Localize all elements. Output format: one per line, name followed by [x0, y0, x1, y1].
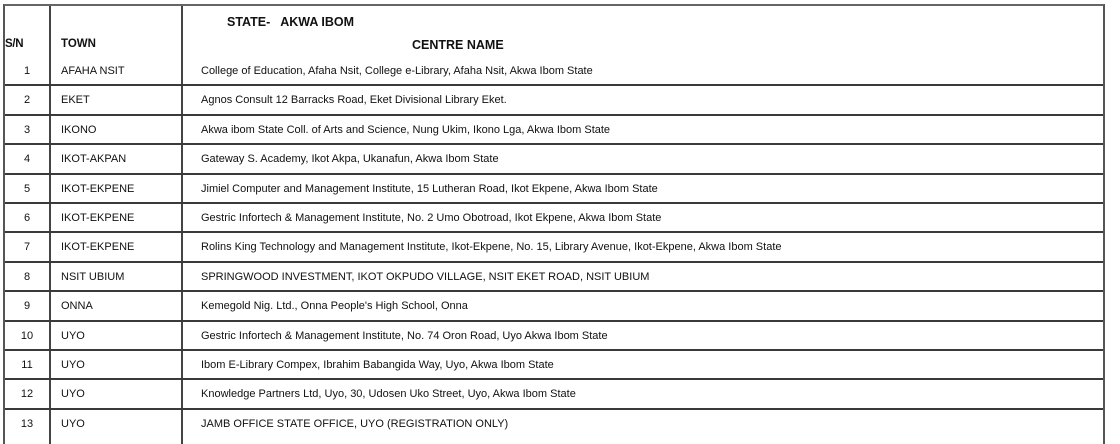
cell-town: EKET: [61, 94, 90, 107]
table-row: [5, 322, 1103, 351]
cell-centre: Gateway S. Academy, Ikot Akpa, Ukanafun, Akwa Ibom State: [201, 153, 499, 166]
cell-sn: 8: [23, 270, 31, 283]
table-row: [5, 175, 1103, 204]
cell-town: UYO: [61, 329, 85, 342]
header-town: TOWN: [61, 38, 96, 50]
cell-sn: 4: [23, 153, 31, 166]
table-row: [5, 57, 1103, 86]
cell-sn: 11: [21, 358, 33, 371]
cell-town: UYO: [61, 358, 85, 371]
cell-centre: College of Education, Afaha Nsit, College e-Library, Afaha Nsit, Akwa Ibom State: [201, 65, 593, 77]
header-centre-name: CENTRE NAME: [412, 38, 504, 52]
cell-centre: Akwa ibom State Coll. of Arts and Science, Nung Ukim, Ikono Lga, Akwa Ibom State: [201, 123, 611, 136]
table-header: [5, 6, 1103, 58]
cell-town: UYO: [61, 417, 85, 430]
cell-town: ONNA: [61, 300, 93, 313]
cell-centre: Agnos Consult 12 Barracks Road, Eket Divisional Library Eket.: [201, 94, 507, 107]
table-row: [5, 86, 1103, 115]
cell-centre: Rolins King Technology and Management Institute, Ikot-Ekpene, No. 15, Library Avenue, Ikot-Ekpene, Akwa Ibom State: [201, 241, 782, 254]
cell-centre: Kemegold Nig. Ltd., Onna People's High School, Onna: [201, 300, 468, 313]
table-row: [5, 145, 1103, 174]
cell-centre: Gestric Infortech & Management Institute, No. 2 Umo Obotroad, Ikot Ekpene, Akwa Ibom State: [201, 211, 662, 224]
cell-sn: 13: [20, 417, 34, 430]
cell-sn: 10: [20, 329, 34, 342]
cell-town: IKOT-AKPAN: [61, 153, 127, 166]
table-row: [5, 233, 1103, 262]
cell-centre: Knowledge Partners Ltd, Uyo, 30, Udosen Uko Street, Uyo, Akwa Ibom State: [201, 388, 576, 401]
cell-centre: SPRINGWOOD INVESTMENT, IKOT OKPUDO VILLAGE, NSIT EKET ROAD, NSIT UBIUM: [201, 270, 650, 283]
cell-centre: Jimiel Computer and Management Institute, 15 Lutheran Road, Ikot Ekpene, Akwa Ibom State: [201, 182, 658, 195]
cell-town: NSIT UBIUM: [61, 270, 125, 283]
cell-sn: 3: [23, 123, 31, 136]
cell-town: IKOT-EKPENE: [61, 241, 135, 254]
cell-sn: 12: [20, 388, 34, 401]
cell-sn: 1: [23, 65, 31, 77]
table-row: [5, 292, 1103, 321]
table-row: [5, 351, 1103, 380]
cell-sn: 2: [23, 94, 31, 107]
table-row: [5, 263, 1103, 292]
table-body: [5, 57, 1103, 439]
table-row: [5, 116, 1103, 145]
cell-town: IKOT-EKPENE: [61, 211, 135, 224]
cell-centre: Gestric Infortech & Management Institute, No. 74 Oron Road, Uyo Akwa Ibom State: [201, 329, 608, 342]
cell-centre: Ibom E-Library Compex, Ibrahim Babangida Way, Uyo, Akwa Ibom State: [201, 358, 554, 371]
state-title: STATE- AKWA IBOM: [227, 15, 355, 29]
centres-table: [3, 4, 1105, 444]
cell-town: AFAHA NSIT: [61, 65, 125, 77]
table-row: [5, 380, 1103, 409]
cell-centre: JAMB OFFICE STATE OFFICE, UYO (REGISTRATION ONLY): [201, 417, 509, 430]
header-sn: S/N: [5, 38, 24, 50]
cell-sn: 9: [23, 300, 31, 313]
cell-sn: 5: [23, 182, 31, 195]
cell-town: UYO: [61, 388, 85, 401]
cell-sn: 7: [23, 241, 31, 254]
cell-town: IKOT-EKPENE: [61, 182, 135, 195]
table-row: [5, 204, 1103, 233]
cell-town: IKONO: [61, 123, 97, 136]
cell-sn: 6: [23, 211, 31, 224]
